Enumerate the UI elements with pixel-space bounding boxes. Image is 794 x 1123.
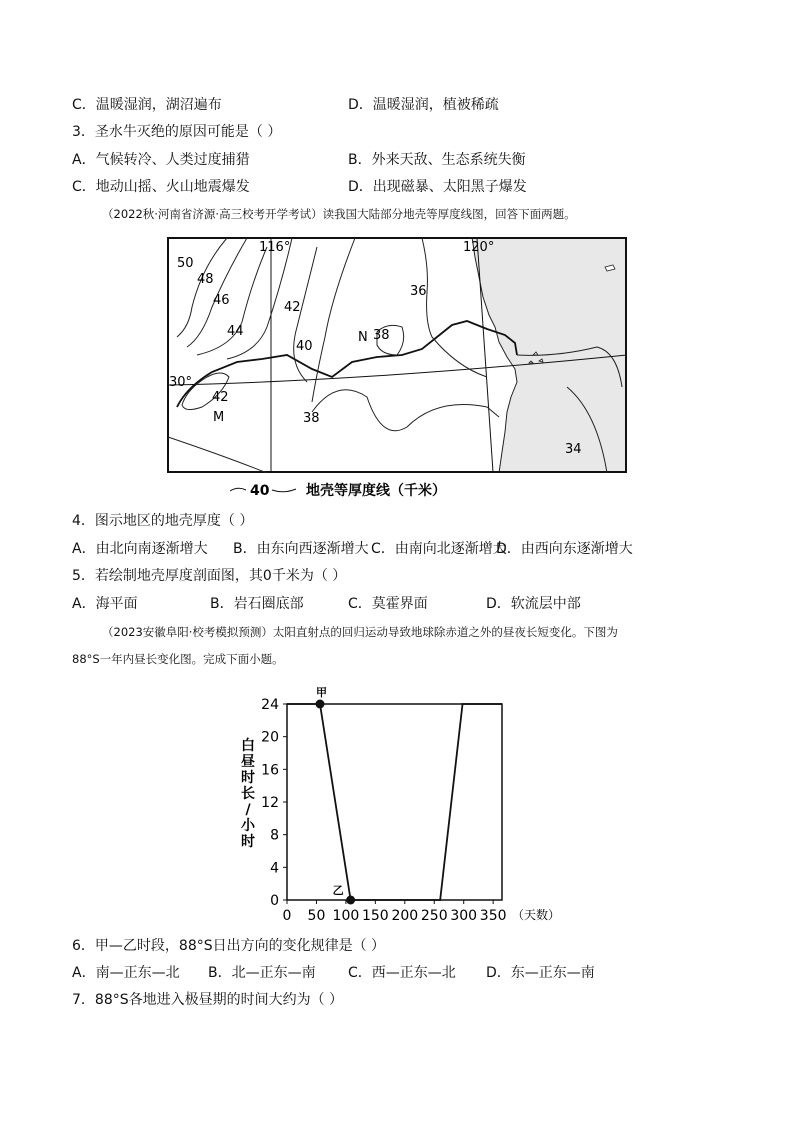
lon-label-120: 120°: [463, 240, 495, 255]
annotation-label: 乙: [332, 884, 344, 897]
point-label-m: M: [213, 410, 225, 425]
q7-stem: 7．88°S各地进入极昼期的时间大约为（ ）: [72, 992, 344, 1008]
y-tick-label: 8: [270, 827, 279, 844]
q6-option-d: D．东—正东—南: [486, 965, 595, 981]
legend-line-right: [272, 489, 296, 492]
x-tick-label: 50: [307, 908, 326, 922]
y-axis-label-char: 白: [241, 738, 255, 754]
y-tick-label: 24: [261, 697, 279, 713]
contour-label-44: 44: [227, 324, 244, 339]
contour-label-46: 46: [213, 293, 230, 308]
passage-intro-daylength-2: 88°S一年内昼长变化图。完成下面小题。: [72, 652, 284, 666]
x-tick-label: 200: [391, 908, 419, 922]
x-tick-label: 300: [450, 908, 478, 922]
annotation-point: [315, 700, 324, 709]
q3-option-d: D．出现磁暴、太阳黑子爆发: [348, 179, 527, 195]
contour-label-40: 40: [296, 339, 313, 354]
q3-option-a: A．气候转冷、人类过度捕猎: [72, 152, 250, 168]
contour-label-48: 48: [197, 272, 214, 287]
passage-intro-daylength: （2023安徽阜阳·校考模拟预测）太阳直射点的回归运动导致地球除赤道之外的昼夜长短变化。下图为: [102, 625, 618, 639]
y-tick-label: 0: [270, 893, 279, 909]
annotation-label: 甲: [315, 686, 327, 699]
q4-option-d: D．由西向东逐渐增大: [496, 541, 633, 557]
y-axis-label-char: 时: [241, 770, 255, 786]
chart-plot-area: [241, 686, 560, 922]
contour-label-34: 34: [565, 442, 582, 457]
q6-option-c: C．西—正东—北: [348, 965, 456, 981]
map-legend: [230, 480, 530, 500]
q3-option-c: C．地动山摇、火山地震爆发: [72, 179, 250, 195]
y-axis-label-char: 长: [241, 786, 255, 802]
legend-line-left: [230, 488, 246, 491]
q5-option-d: D．软流层中部: [486, 596, 581, 612]
q2-option-c: C．温暖湿润，湖沼遍布: [72, 97, 222, 113]
q5-option-b: B．岩石圈底部: [210, 596, 304, 612]
q3-option-b: B．外来天敌、生态系统失衡: [348, 152, 526, 168]
x-tick-label: 150: [361, 908, 389, 922]
contour-label-36: 36: [410, 284, 427, 299]
y-axis-label-char: 昼: [241, 754, 255, 770]
q5-option-c: C．莫霍界面: [348, 596, 428, 612]
contour-label-38-s: 38: [303, 411, 320, 426]
legend-graphic: [230, 480, 530, 500]
x-tick-label: 350: [479, 908, 507, 922]
contour-label-38-n: 38: [373, 328, 390, 343]
y-tick-label: 4: [270, 860, 279, 877]
q6-stem: 6．甲—乙时段，88°S日出方向的变化规律是（ ）: [72, 938, 386, 954]
annotation-point: [346, 896, 355, 905]
x-tick-label: 250: [420, 908, 448, 922]
x-tick-label: 0: [282, 908, 292, 922]
contour-label-50: 50: [177, 256, 194, 271]
y-axis-label-char: 时: [241, 834, 255, 850]
y-axis-label-char: 小: [241, 818, 255, 834]
q4-option-c: C．由南向北逐渐增大: [371, 541, 507, 557]
crust-thickness-map: [167, 237, 627, 473]
point-label-n: N: [358, 330, 368, 345]
q5-stem: 5．若绘制地壳厚度剖面图，其0千米为（ ）: [72, 568, 347, 584]
q6-option-b: B．北—正东—南: [208, 965, 316, 981]
q6-option-a: A．南—正东—北: [72, 965, 180, 981]
x-tick-label: 100: [332, 908, 360, 922]
q3-stem: 3．圣水牛灭绝的原因可能是（ ）: [72, 124, 282, 140]
q4-stem: 4．图示地区的地壳厚度（ ）: [72, 513, 254, 529]
series-line: [287, 704, 502, 900]
chart-frame: [287, 704, 502, 900]
y-tick-label: 12: [261, 795, 279, 811]
y-axis-label-char: /: [245, 802, 251, 818]
contour-label-42-m: 42: [212, 390, 229, 405]
q4-option-b: B．由东向西逐渐增大: [233, 541, 369, 557]
daylength-chart: [232, 682, 562, 922]
q5-option-a: A．海平面: [72, 596, 138, 612]
contour-label-42: 42: [284, 300, 301, 315]
x-axis-label: （天数）: [512, 908, 561, 922]
lon-label-116: 116°: [259, 240, 291, 255]
q2-option-d: D．温暖湿润，植被稀疏: [348, 97, 499, 113]
passage-intro-crust: （2022秋·河南省济源·高三校考开学考试）读我国大陆部分地壳等厚度线图，回答下面两题。: [102, 207, 576, 221]
legend-text: 地壳等厚度线（千米）: [306, 483, 446, 499]
y-tick-label: 16: [261, 762, 279, 779]
q4-option-a: A．由北向南逐渐增大: [72, 541, 208, 557]
lat-label-30: 30°: [169, 375, 193, 390]
legend-value: 40: [250, 483, 270, 499]
y-tick-label: 20: [261, 729, 279, 746]
